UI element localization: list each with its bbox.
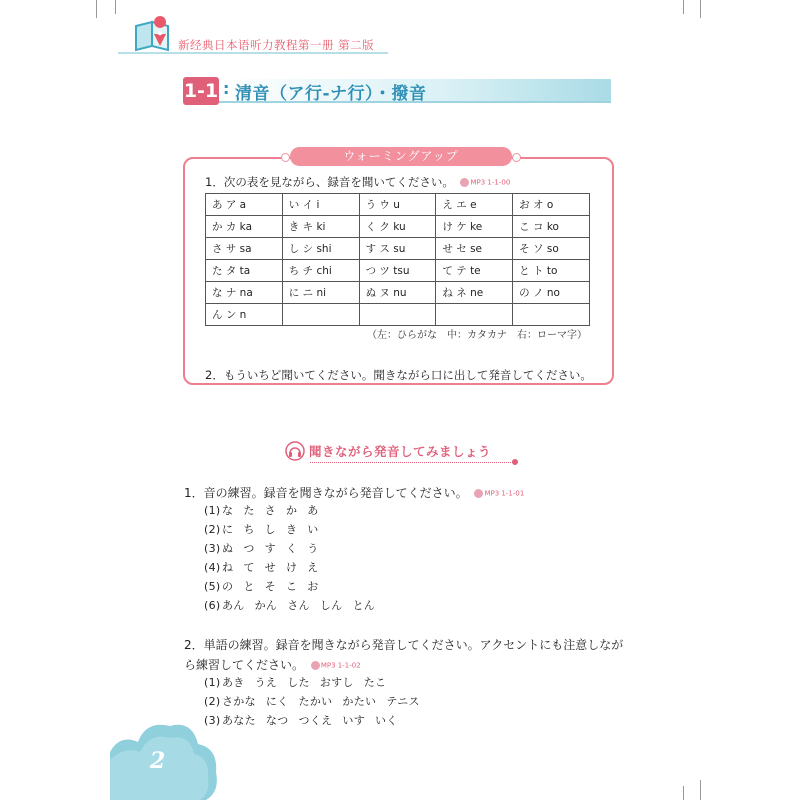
item-word: かん <box>254 599 278 612</box>
crop-mark <box>683 786 684 800</box>
item-word: く <box>285 542 298 555</box>
kana-cell: な ナ na <box>206 282 283 304</box>
item-number: (3) <box>204 542 221 555</box>
kana-cell: く ク ku <box>359 216 436 238</box>
item-word: たかい <box>298 695 333 708</box>
item-number: (2) <box>204 695 221 708</box>
exercise-1-question <box>184 484 524 501</box>
kana-row <box>206 194 590 216</box>
item-word: なつ <box>265 714 289 727</box>
item-word: あなた <box>222 714 256 727</box>
section-number: 1-1 <box>183 77 219 105</box>
item-word: の <box>222 580 234 593</box>
item-number: (5) <box>204 580 221 593</box>
crop-mark <box>683 0 684 14</box>
exercise-2-question-line1: 2．単語の練習。録音を聞きながら発音してください。アクセントにも注意しなが <box>184 638 624 652</box>
kana-cell: ね ネ ne <box>436 282 513 304</box>
exercise-item <box>204 559 329 575</box>
item-word: せ <box>264 561 276 574</box>
item-number: (4) <box>204 561 221 574</box>
exercise-item <box>204 693 430 709</box>
page-number: 2 <box>150 748 166 774</box>
table-legend: （左：ひらがな 中：カタカナ 右：ローマ字） <box>367 330 587 341</box>
kana-cell: さ サ sa <box>206 238 283 260</box>
kana-cell: し シ shi <box>282 238 359 260</box>
kana-row <box>206 282 590 304</box>
item-number: (3) <box>204 714 221 727</box>
item-word: ぬ <box>222 542 234 555</box>
kana-cell: あ ア a <box>206 194 283 216</box>
item-word: こ <box>285 580 298 593</box>
crop-mark <box>700 780 701 800</box>
crop-mark <box>115 0 116 14</box>
item-word: に <box>222 523 234 536</box>
item-word: そ <box>264 580 276 593</box>
listening-underline <box>310 462 515 463</box>
kana-cell: か カ ka <box>206 216 283 238</box>
kana-cell: た タ ta <box>206 260 283 282</box>
item-word: て <box>243 561 255 574</box>
exercise-item <box>204 502 329 518</box>
exercise-2-text: ら練習してください。 <box>184 658 305 672</box>
kana-cell: ん ン n <box>206 304 283 326</box>
kana-cell: に ニ ni <box>282 282 359 304</box>
item-word: い <box>307 523 319 536</box>
audio-track-label[interactable]: MP3 1-1-02 <box>311 661 361 670</box>
item-number: (2) <box>204 523 221 536</box>
kana-cell <box>513 304 590 326</box>
item-word: さかな <box>222 695 256 708</box>
item-word: とん <box>352 599 376 612</box>
kana-cell: い イ i <box>282 194 359 216</box>
item-word: うえ <box>254 676 278 689</box>
audio-track-label[interactable]: MP3 1-1-01 <box>474 489 524 498</box>
audio-track-label[interactable]: MP3 1-1-00 <box>460 178 510 187</box>
exercise-item <box>204 540 329 556</box>
item-word: す <box>264 542 276 555</box>
listening-title: 聞きながら発音してみましょう <box>309 444 492 459</box>
item-word: たこ <box>363 676 387 689</box>
headphone-icon <box>285 441 305 461</box>
warmup-question-2: 2．もういちど聞いてください。聞きながら口に出して発音してください。 <box>205 368 592 382</box>
item-number: (6) <box>204 599 221 612</box>
kana-cell: う ウ u <box>359 194 436 216</box>
item-word: いす <box>342 714 366 727</box>
kana-table <box>205 193 590 326</box>
item-word: と <box>243 580 255 593</box>
item-word: さ <box>264 504 276 517</box>
kana-cell: す ス su <box>359 238 436 260</box>
kana-row <box>206 216 590 238</box>
kana-cell: ち チ chi <box>282 260 359 282</box>
item-word: う <box>307 542 319 555</box>
item-word: かたい <box>342 695 377 708</box>
listening-dot <box>512 459 518 465</box>
kana-cell: て テ te <box>436 260 513 282</box>
kana-cell: つ ツ tsu <box>359 260 436 282</box>
item-word: さん <box>287 599 310 612</box>
crop-mark <box>96 0 97 18</box>
kana-cell <box>359 304 436 326</box>
kana-cell: け ケ ke <box>436 216 513 238</box>
item-number: (1) <box>204 504 221 517</box>
exercise-item <box>204 521 329 537</box>
banner-colon: : <box>223 79 230 98</box>
exercise-1-text: 1．音の練習。録音を聞きながら発音してください。 <box>184 486 468 500</box>
item-number: (1) <box>204 676 221 689</box>
kana-cell: お オ o <box>513 194 590 216</box>
item-word: な <box>222 504 234 517</box>
item-word: しん <box>319 599 343 612</box>
crop-mark <box>700 0 701 18</box>
section-title: 清音（ア行-ナ行）・撥音 <box>235 84 427 104</box>
item-word: いく <box>375 714 398 727</box>
item-word: え <box>307 561 319 574</box>
kana-row <box>206 260 590 282</box>
item-word: お <box>307 580 319 593</box>
warmup-question-1 <box>205 174 510 190</box>
item-word: あき <box>222 676 245 689</box>
book-title: 新经典日本语听力教程第一册 第二版 <box>178 38 375 52</box>
kana-cell <box>436 304 513 326</box>
item-word: つくえ <box>298 714 333 727</box>
exercise-2-question-line2 <box>184 656 361 673</box>
exercise-item <box>204 578 329 594</box>
item-word: あ <box>307 504 319 517</box>
exercise-item <box>204 712 408 728</box>
header-divider <box>118 52 388 54</box>
kana-cell: ぬ ヌ nu <box>359 282 436 304</box>
item-word: き <box>285 523 298 536</box>
warmup-question-1-text: 1．次の表を見ながら、録音を聞いてください。 <box>205 175 454 189</box>
exercise-item <box>204 597 385 613</box>
item-word: ね <box>222 561 234 574</box>
cd-icon <box>474 489 483 498</box>
item-word: ち <box>243 523 255 536</box>
item-word: テニス <box>386 695 420 708</box>
section-banner <box>183 77 613 105</box>
item-word: おすし <box>319 676 354 689</box>
item-word: あん <box>222 599 245 612</box>
kana-row <box>206 238 590 260</box>
exercise-item <box>204 674 396 690</box>
kana-cell <box>282 304 359 326</box>
kana-cell: の ノ no <box>513 282 590 304</box>
item-word: け <box>285 561 298 574</box>
kana-cell: と ト to <box>513 260 590 282</box>
kana-cell: せ セ se <box>436 238 513 260</box>
cd-icon <box>311 661 320 670</box>
kana-cell: そ ソ so <box>513 238 590 260</box>
item-word: た <box>243 504 255 517</box>
item-word: つ <box>243 542 255 555</box>
kana-cell: え エ e <box>436 194 513 216</box>
item-word: にく <box>265 695 289 708</box>
kana-cell: き キ ki <box>282 216 359 238</box>
cd-icon <box>460 178 469 187</box>
item-word: し <box>264 523 276 536</box>
book-map-icon <box>133 16 175 54</box>
warmup-tab: ウォーミングアップ <box>290 147 512 166</box>
kana-row <box>206 304 590 326</box>
item-word: した <box>287 676 310 689</box>
item-word: か <box>285 504 298 517</box>
kana-cell: こ コ ko <box>513 216 590 238</box>
